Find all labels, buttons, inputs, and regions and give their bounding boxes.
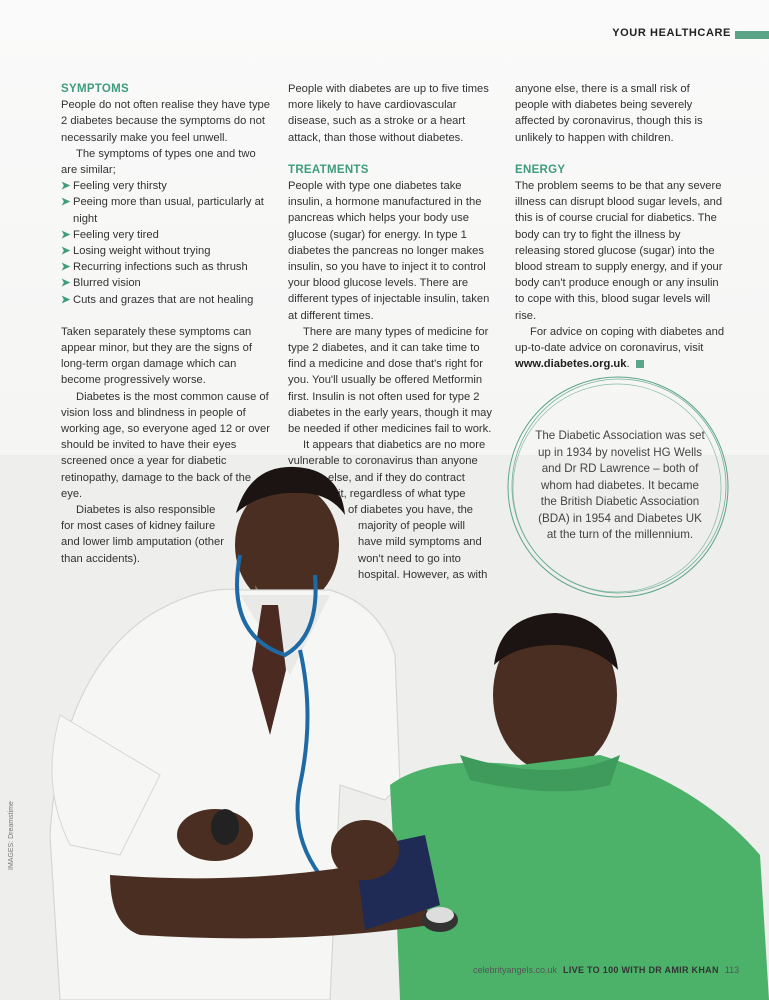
list-item: ➤ Feeling very tired — [61, 227, 271, 243]
paragraph: The problem seems to be that any severe illness can disrupt blood sugar levels, and this is of course crucial for diabetics. The body can try to fight the illness by releasing stored glucose (sugar) into the blood stream to supply energy, and if your body can't produce enough or any insulin to cope with this, blood sugar levels will rise. — [515, 180, 723, 322]
chevron-right-icon: ➤ — [61, 277, 71, 290]
paragraph: Taken separately these symptoms can appear minor, but they are the signs of long-term organ damage which can become progressively worse. — [61, 325, 252, 387]
chevron-right-icon: ➤ — [61, 196, 71, 209]
paragraph: Diabetes is also responsible for most cases of kidney failure and lower limb amputation (other than accidents). — [61, 504, 224, 565]
column-2 — [288, 81, 494, 583]
symptom-list — [61, 178, 271, 308]
chevron-right-icon: ➤ — [61, 261, 71, 274]
list-item: ➤ Losing weight without trying — [61, 243, 271, 259]
diabetes-website-link[interactable]: www.diabetes.org.uk — [515, 358, 627, 371]
heading-symptoms: SYMPTOMS — [61, 83, 130, 95]
heading-treatments: TREATMENTS — [288, 163, 369, 176]
heading-energy: ENERGY — [515, 163, 566, 176]
list-item: ➤ Recurring infections such as thrush — [61, 259, 271, 275]
page-number: 113 — [724, 965, 740, 975]
paragraph: Diabetes is the most common cause of vision loss and blindness in people of working age, so everyone aged 12 or over should be invited to have their eyes screened once a year for diabetic retinopathy, damage to the back of the eye. — [61, 390, 270, 500]
chevron-right-icon: ➤ — [61, 293, 71, 306]
list-item: ➤ Peeing more than usual, particularly at night — [61, 196, 264, 225]
list-item: ➤ Feeling very thirsty — [61, 178, 271, 194]
chevron-right-icon: ➤ — [61, 228, 71, 241]
column-1 — [61, 81, 271, 567]
image-credit: IMAGES: Dreamstime — [8, 801, 15, 870]
footer-site: celebrityangels.co.uk — [473, 965, 558, 975]
page-footer — [473, 965, 739, 975]
paragraph: For advice on coping with diabetes and up-to-date advice on coronavirus, visit — [515, 325, 725, 355]
section-label: YOUR HEALTHCARE — [612, 27, 731, 39]
chevron-right-icon: ➤ — [61, 180, 71, 193]
list-item: ➤ Cuts and grazes that are not healing — [61, 292, 271, 308]
wrapped-paragraph: It appears that diabetics are no more vulnerable to coronavirus than anyone else, and if they do contract it, regardless of what type of diabetes you have, the majority of people will have mild symptoms and won't need to go into hospital. However, as with — [288, 439, 488, 581]
paragraph: People with diabetes are up to five times more likely to have cardiovascular disease, such as a stroke or a heart attack, than those without diabetes. — [288, 83, 489, 144]
paragraph: The symptoms of types one and two are similar; — [61, 147, 256, 177]
paragraph: People with type one diabetes take insulin, a hormone manufactured in the pancreas which helps your body use glucose (sugar) for energy. In type 1 diabetes the pancreas no longer makes insulin, so you have to inject it to control your blood glucose levels. There are different types of injectable insulin, taken at different times. — [288, 180, 490, 322]
section-accent-bar — [735, 31, 769, 39]
column-3: anyone else, there is a small risk of people with diabetes being severely affected by coronavirus, though this is unlikely to happen with children. ENERGY The problem seems to be that any severe illness can disrupt blood sugar levels, and this is of course crucial for diabetics. The body can try to fight the illness by releasing stored glucose (sugar) into the blood stream to supply energy, and if your body can't produce enough or any insulin to cope with this, blood sugar levels will rise. For advice on coping with diabetes and up-to-date advice on coronavirus, visit www.diabetes.org.uk. — [515, 83, 725, 371]
end-mark-icon — [636, 360, 644, 368]
list-item: ➤ Blurred vision — [61, 275, 271, 291]
chevron-right-icon: ➤ — [61, 245, 71, 258]
paragraph: anyone else, there is a small risk of people with diabetes being severely affected by coronavirus, though this is unlikely to happen with children. — [515, 83, 703, 144]
paragraph: There are many types of medicine for type 2 diabetes, and it can take time to find a medicine and dose that's right for you. You'll usually be offered Metformin first. Insulin is not often used for type 2 diabetes in the early years, though it may be needed if other medicines fail to work. — [288, 325, 492, 436]
footer-magazine-title: LIVE TO 100 WITH DR AMIR KHAN — [563, 965, 719, 975]
paragraph: People do not often realise they have type 2 diabetes because the symptoms do not necessarily make you feel unwell. — [61, 99, 270, 144]
pullquote-text: The Diabetic Association was set up in 1934 by novelist HG Wells and Dr RD Lawrence – both of whom had diabetes. It became the British Diabetic Association (BDA) in 1954 and Diabetes UK at the turn of the millennium. — [535, 429, 705, 541]
